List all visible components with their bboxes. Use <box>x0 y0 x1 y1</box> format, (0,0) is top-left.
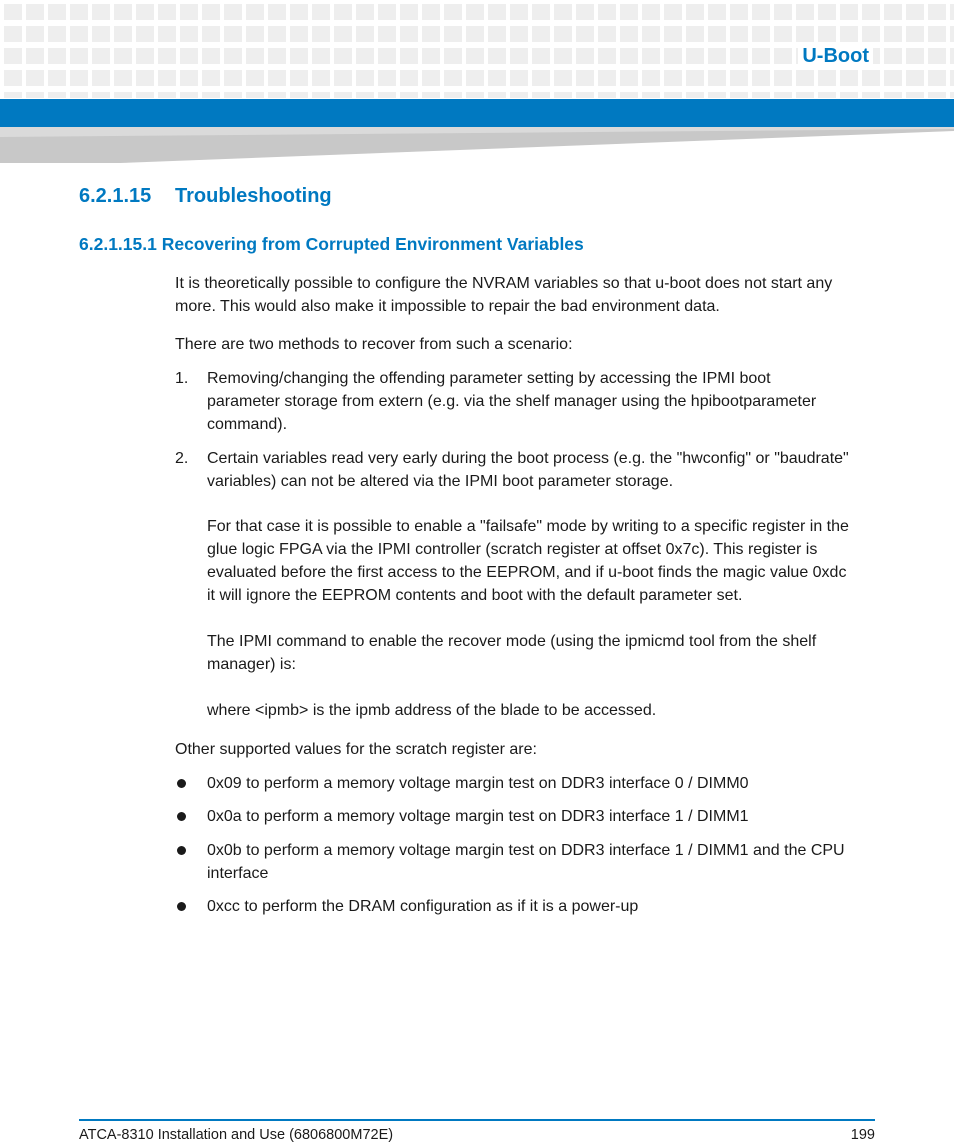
other-values-paragraph: Other supported values for the scratch register are: <box>175 741 537 758</box>
list-item-line: Certain variables read very early during the boot process (e.g. the "hwconfig" or "baudrate" <box>207 450 849 467</box>
intro-line: It is theoretically possible to configure the NVRAM variables so that u-boot does not start any <box>175 275 833 292</box>
subsection-heading <box>79 232 584 256</box>
list-marker: 1. <box>175 370 189 387</box>
list-item-line: glue logic FPGA via the IPMI controller (scratch register at offset 0x7c). This register is <box>207 541 818 558</box>
intro-paragraph <box>175 272 875 318</box>
header-gray-wedge <box>0 127 954 163</box>
subsection-title: Recovering from Corrupted Environment Variables <box>161 234 584 254</box>
bullet-dot <box>177 846 186 855</box>
footer-page-number: 199 <box>850 1127 875 1143</box>
bullet-item-line: 0x0b to perform a memory voltage margin test on DDR3 interface 1 / DIMM1 and the CPU <box>207 842 845 859</box>
list-item <box>207 447 875 493</box>
bullet-dot <box>177 902 186 911</box>
bullet-item: 0x09 to perform a memory voltage margin test on DDR3 interface 0 / DIMM0 <box>207 775 749 792</box>
list-item-line: The IPMI command to enable the recover mode (using the ipmicmd tool from the shelf <box>207 633 817 650</box>
footer-document-title: ATCA-8310 Installation and Use (6806800M72E) <box>79 1127 394 1143</box>
footer-rule <box>79 1119 875 1121</box>
bullet-dot <box>177 779 186 788</box>
list-item <box>207 367 875 436</box>
list-item-line: variables) can not be altered via the IPMI boot parameter storage. <box>207 473 674 490</box>
list-item-line: evaluated before the first access to the EEPROM, and if u-boot finds the magic value 0xdc <box>207 564 847 581</box>
bullet-item <box>207 839 875 885</box>
list-item-paragraph <box>207 515 875 607</box>
list-item-line: For that case it is possible to enable a "failsafe" mode by writing to a specific register in the <box>207 518 849 535</box>
subsection-number: 6.2.1.15.1 <box>79 234 157 254</box>
bullet-dot <box>177 812 186 821</box>
list-item-line: manager) is: <box>207 656 296 673</box>
header-blue-band <box>0 99 954 127</box>
bullet-item: 0x0a to perform a memory voltage margin test on DDR3 interface 1 / DIMM1 <box>207 808 749 825</box>
list-item-line: command). <box>207 416 288 433</box>
section-heading <box>79 183 332 209</box>
section-title: Troubleshooting <box>175 185 332 207</box>
list-marker: 2. <box>175 450 189 467</box>
list-item-line: parameter storage from extern (e.g. via the shelf manager using the hpibootparameter <box>207 393 817 410</box>
list-item-paragraph: where <ipmb> is the ipmb address of the blade to be accessed. <box>207 702 657 719</box>
methods-paragraph: There are two methods to recover from such a scenario: <box>175 336 573 353</box>
chapter-header-title: U-Boot <box>798 42 873 70</box>
list-item-paragraph <box>207 630 875 676</box>
bullet-item: 0xcc to perform the DRAM configuration as if it is a power-up <box>207 898 639 915</box>
bullet-item-line: interface <box>207 865 269 882</box>
intro-line: more. This would also make it impossible to repair the bad environment data. <box>175 298 720 315</box>
list-item-line: it will ignore the EEPROM contents and boot with the default parameter set. <box>207 587 743 604</box>
section-number: 6.2.1.15 <box>79 185 152 207</box>
list-item-line: Removing/changing the offending parameter setting by accessing the IPMI boot <box>207 370 771 387</box>
